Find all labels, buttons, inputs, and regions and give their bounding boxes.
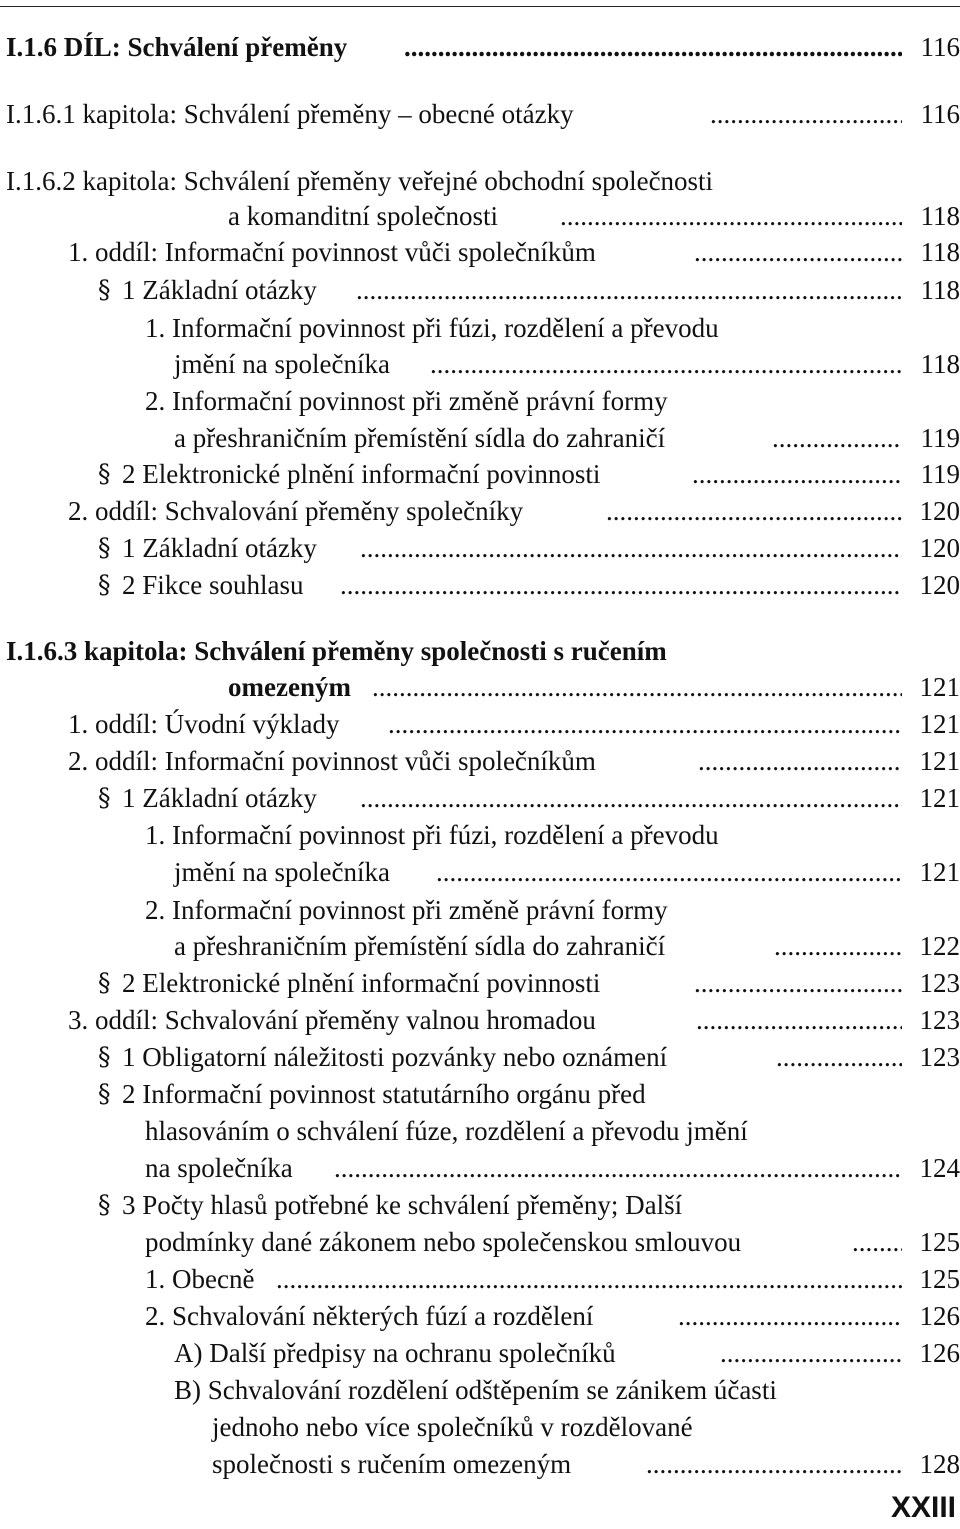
entry-page: 121 bbox=[904, 706, 960, 742]
toc-entry-paragraph[interactable] bbox=[0, 530, 960, 566]
section-mark: § bbox=[98, 968, 111, 997]
leader-dots bbox=[360, 780, 902, 816]
leader-dots bbox=[698, 743, 902, 779]
entry-title: 2 Elektronické plnění informační povinnosti bbox=[122, 456, 604, 492]
entry-page: 126 bbox=[904, 1335, 960, 1371]
entry-title: 3 Počty hlasů potřebné ke schválení přeměny; Další bbox=[122, 1187, 686, 1223]
section-mark: § bbox=[98, 1042, 111, 1071]
entry-title: a komanditní společnosti bbox=[228, 198, 502, 234]
entry-title: a přeshraničním přemístění sídla do zahraničí bbox=[174, 420, 669, 456]
entry-title: 2. oddíl: Informační povinnost vůči společníkům bbox=[68, 743, 600, 779]
toc-entry-section[interactable] bbox=[0, 743, 960, 779]
entry-title: 3. oddíl: Schvalování přeměny valnou hromadou bbox=[68, 1002, 600, 1038]
leader-dots bbox=[560, 198, 902, 234]
leader-dots bbox=[692, 456, 902, 492]
toc-entry-chapter-cont[interactable] bbox=[0, 198, 960, 234]
entry-title: jednoho nebo více společníků v rozdělované bbox=[212, 1409, 697, 1445]
toc-entry-subsubitem-cont[interactable] bbox=[0, 1446, 960, 1482]
entry-title: 2. Informační povinnost při změně právní formy bbox=[145, 892, 672, 928]
leader-dots bbox=[694, 234, 902, 270]
entry-page: 121 bbox=[904, 743, 960, 779]
entry-page: 120 bbox=[904, 530, 960, 566]
toc-entry-subitem-cont[interactable] bbox=[0, 928, 960, 964]
toc-entry-paragraph-cont[interactable] bbox=[0, 1224, 960, 1260]
entry-title: hlasováním o schválení fúze, rozdělení a převodu jmění bbox=[145, 1113, 752, 1149]
leader-dots bbox=[710, 96, 902, 132]
leader-dots bbox=[776, 1039, 902, 1075]
toc-entry-paragraph[interactable] bbox=[0, 965, 960, 1001]
leader-dots bbox=[694, 965, 902, 1001]
entry-title: a přeshraničním přemístění sídla do zahraničí bbox=[174, 928, 669, 964]
entry-page: 123 bbox=[904, 1039, 960, 1075]
page-number: XXIII bbox=[890, 1491, 956, 1524]
leader-dots bbox=[678, 1298, 902, 1334]
entry-title: 2. oddíl: Schvalování přeměny společníky bbox=[68, 493, 527, 529]
toc-entry-part[interactable] bbox=[0, 29, 960, 65]
entry-title: podmínky dané zákonem nebo společenskou smlouvou bbox=[145, 1224, 745, 1260]
toc-entry-chapter-cont[interactable] bbox=[0, 669, 960, 705]
leader-dots bbox=[356, 272, 902, 308]
leader-dots bbox=[276, 1261, 902, 1297]
leader-dots bbox=[774, 928, 902, 964]
entry-page: 124 bbox=[904, 1150, 960, 1186]
leader-dots bbox=[388, 706, 902, 742]
toc-entry-paragraph[interactable] bbox=[0, 567, 960, 603]
entry-page: 116 bbox=[904, 96, 960, 132]
entry-page: 116 bbox=[904, 29, 960, 65]
leader-dots bbox=[334, 1150, 902, 1186]
toc-entry-paragraph-cont[interactable] bbox=[0, 1150, 960, 1186]
toc-entry-chapter[interactable] bbox=[0, 163, 960, 199]
toc-entry-section[interactable] bbox=[0, 493, 960, 529]
toc-entry-paragraph[interactable] bbox=[0, 456, 960, 492]
entry-title: I.1.6.2 kapitola: Schválení přeměny veřejné obchodní společnosti bbox=[6, 163, 717, 199]
toc-entry-paragraph[interactable] bbox=[0, 1076, 960, 1112]
entry-page: 118 bbox=[904, 346, 960, 382]
entry-title: 1. Informační povinnost při fúzi, rozdělení a převodu bbox=[145, 817, 723, 853]
entry-title: 2 Informační povinnost statutárního orgánu před bbox=[122, 1076, 650, 1112]
entry-title: 2. Schvalování některých fúzí a rozdělení bbox=[145, 1298, 597, 1334]
entry-title: 2 Elektronické plnění informační povinnosti bbox=[122, 965, 604, 1001]
entry-title: jmění na společníka bbox=[174, 854, 394, 890]
leader-dots bbox=[360, 530, 902, 566]
entry-title: 1 Základní otázky bbox=[122, 272, 321, 308]
toc-entry-subitem[interactable] bbox=[0, 310, 960, 346]
entry-page: 125 bbox=[904, 1261, 960, 1297]
entry-title: I.1.6.3 kapitola: Schválení přeměny společnosti s ručením bbox=[6, 633, 671, 669]
leader-dots bbox=[696, 1002, 902, 1038]
toc-entry-subitem[interactable] bbox=[0, 383, 960, 419]
entry-page: 121 bbox=[904, 854, 960, 890]
toc-entry-chapter[interactable] bbox=[0, 96, 960, 132]
toc-entry-section[interactable] bbox=[0, 706, 960, 742]
section-mark: § bbox=[98, 459, 111, 488]
entry-title: na společníka bbox=[145, 1150, 297, 1186]
leader-dots bbox=[340, 567, 902, 603]
toc-entry-paragraph[interactable] bbox=[0, 780, 960, 816]
leader-dots bbox=[436, 854, 902, 890]
toc-entry-section[interactable] bbox=[0, 234, 960, 270]
toc-entry-paragraph[interactable] bbox=[0, 1187, 960, 1223]
leader-dots bbox=[404, 29, 902, 65]
toc-entry-paragraph-cont[interactable] bbox=[0, 1113, 960, 1149]
entry-title: 1. oddíl: Informační povinnost vůči společníkům bbox=[68, 234, 600, 270]
leader-dots bbox=[372, 669, 902, 705]
entry-page: 118 bbox=[904, 198, 960, 234]
toc-entry-subitem[interactable] bbox=[0, 817, 960, 853]
entry-title: 2 Fikce souhlasu bbox=[122, 567, 308, 603]
leader-dots bbox=[772, 420, 902, 456]
entry-page: 128 bbox=[904, 1446, 960, 1482]
leader-dots bbox=[430, 346, 902, 382]
entry-title: 1 Obligatorní náležitosti pozvánky nebo oznámení bbox=[122, 1039, 671, 1075]
entry-title: 1 Základní otázky bbox=[122, 530, 321, 566]
entry-page: 118 bbox=[904, 272, 960, 308]
toc-entry-subitem[interactable] bbox=[0, 892, 960, 928]
leader-dots bbox=[606, 493, 902, 529]
entry-page: 122 bbox=[904, 928, 960, 964]
toc-entry-subitem[interactable] bbox=[0, 1298, 960, 1334]
entry-page: 119 bbox=[904, 420, 960, 456]
toc-entry-paragraph[interactable] bbox=[0, 272, 960, 308]
entry-page: 120 bbox=[904, 493, 960, 529]
section-mark: § bbox=[98, 1190, 111, 1219]
leader-dots bbox=[852, 1224, 902, 1260]
section-mark: § bbox=[98, 275, 111, 304]
toc-entry-subitem-cont[interactable] bbox=[0, 346, 960, 382]
toc-entry-paragraph[interactable] bbox=[0, 1039, 960, 1075]
toc-entry-subitem-cont[interactable] bbox=[0, 420, 960, 456]
section-mark: § bbox=[98, 570, 111, 599]
entry-title: A) Další předpisy na ochranu společníků bbox=[174, 1335, 620, 1371]
entry-title: I.1.6.1 kapitola: Schválení přeměny – obecné otázky bbox=[6, 96, 578, 132]
entry-title: 1. oddíl: Úvodní výklady bbox=[68, 706, 344, 742]
entry-title: společnosti s ručením omezeným bbox=[212, 1446, 575, 1482]
entry-title: 1 Základní otázky bbox=[122, 780, 321, 816]
entry-title: 1. Obecně bbox=[145, 1261, 258, 1297]
section-mark: § bbox=[98, 1079, 111, 1108]
entry-page: 126 bbox=[904, 1298, 960, 1334]
toc-entry-subitem[interactable] bbox=[0, 1261, 960, 1297]
toc-entry-subsubitem[interactable] bbox=[0, 1335, 960, 1371]
entry-title: jmění na společníka bbox=[174, 346, 394, 382]
entry-title: 2. Informační povinnost při změně právní formy bbox=[145, 383, 672, 419]
entry-page: 125 bbox=[904, 1224, 960, 1260]
entry-page: 118 bbox=[904, 234, 960, 270]
entry-page: 123 bbox=[904, 1002, 960, 1038]
entry-page: 119 bbox=[904, 456, 960, 492]
entry-page: 121 bbox=[904, 669, 960, 705]
section-mark: § bbox=[98, 783, 111, 812]
entry-title: omezeným bbox=[228, 669, 355, 705]
toc-entry-chapter[interactable] bbox=[0, 633, 960, 669]
entry-title: 1. Informační povinnost při fúzi, rozdělení a převodu bbox=[145, 310, 723, 346]
entry-title: B) Schvalování rozdělení odštěpením se zánikem účasti bbox=[174, 1372, 781, 1408]
leader-dots bbox=[720, 1335, 902, 1371]
toc-entry-section[interactable] bbox=[0, 1002, 960, 1038]
top-rule bbox=[0, 6, 960, 7]
entry-page: 123 bbox=[904, 965, 960, 1001]
toc-entry-subsubitem-cont[interactable] bbox=[0, 1409, 960, 1445]
section-mark: § bbox=[98, 533, 111, 562]
entry-title: I.1.6 DÍL: Schválení přeměny bbox=[6, 29, 351, 65]
toc-entry-subitem-cont[interactable] bbox=[0, 854, 960, 890]
leader-dots bbox=[646, 1446, 902, 1482]
entry-page: 121 bbox=[904, 780, 960, 816]
entry-page: 120 bbox=[904, 567, 960, 603]
toc-entry-subsubitem[interactable] bbox=[0, 1372, 960, 1408]
